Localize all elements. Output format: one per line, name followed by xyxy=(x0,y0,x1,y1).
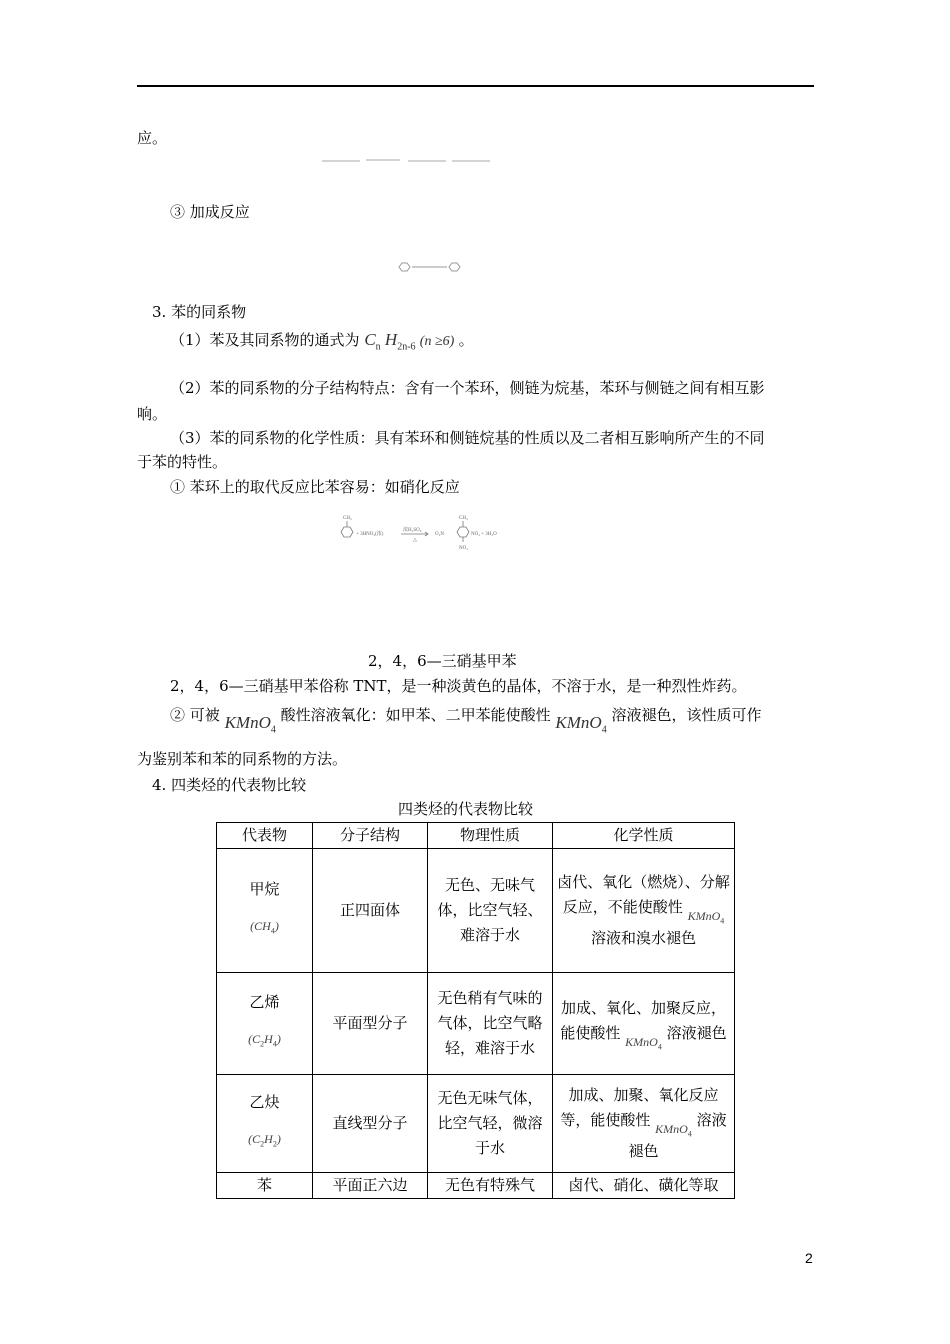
header-cell: 代表物 xyxy=(217,823,313,849)
compound-cell: 甲烷 $(CH_4)$ xyxy=(217,849,313,973)
para-continuation: 应。 xyxy=(137,129,168,147)
page-number: 2 xyxy=(805,1250,813,1266)
nitration-reaction-figure xyxy=(333,512,515,556)
table-row xyxy=(217,1075,735,1173)
compound-cell: 乙炔 $(C_2H_2)$ xyxy=(217,1075,313,1173)
heat-symbol: △ xyxy=(413,538,417,543)
product-bottom-group: NO₂ xyxy=(459,546,468,551)
general-formula-text: （1）苯及其同系物的通式为 xyxy=(170,331,360,349)
nitration-item: ① 苯环上的取代反应比苯容易：如硝化反应 xyxy=(170,478,460,496)
physical-cell: 无色、无味气体，比空气轻、难溶于水 xyxy=(428,849,553,973)
compound-cell: 乙烯 $(C_2H_4)$ xyxy=(217,973,313,1075)
header-cell: 物理性质 xyxy=(428,823,553,849)
general-formula: $C_n$ $H_{2n-6}$ (n ≥6) xyxy=(364,330,455,353)
chemical-cell: 加成、加聚、氧化反应等，能使酸性 $_{KMnO_4}$ 溶液褪色 xyxy=(553,1075,735,1173)
general-formula-line: （1）苯及其同系物的通式为 $C_n$ $H_{2n-6}$ (n ≥6) 。 xyxy=(170,330,474,353)
table-row xyxy=(217,849,735,973)
physical-cell: 无色有特殊气 xyxy=(428,1173,553,1199)
catalyst-text: 浓H₂SO₄ xyxy=(403,528,422,533)
section4-heading: 4. 四类烃的代表物比较 xyxy=(152,776,307,794)
header-rule xyxy=(137,85,814,87)
structure-feature-line1: （2）苯的同系物的分子结构特点：含有一个苯环，侧链为烷基，苯环与侧链之间有相互影 xyxy=(170,379,765,397)
section3-heading: 3. 苯的同系物 xyxy=(152,303,247,321)
oxidation-line2: 为鉴别苯和苯的同系物的方法。 xyxy=(137,750,348,768)
product-methyl: CH₃ xyxy=(459,516,468,521)
tnt-description: 2，4，6—三硝基甲苯俗称 TNT，是一种淡黄色的晶体，不溶于水，是一种烈性炸药。 xyxy=(170,677,747,695)
product-right-group: NO₂ + 3H₂O xyxy=(471,532,497,537)
structure-feature-line2: 响。 xyxy=(137,405,168,423)
chemical-property-line1: （3）苯的同系物的化学性质：具有苯环和侧链烷基的性质以及二者相互影响所产生的不同 xyxy=(170,429,765,447)
structure-cell: 平面型分子 xyxy=(313,973,428,1075)
oxidation-line: ② 可被 KMnO$_4$ 酸性溶液氧化：如甲苯、二甲苯能使酸性 KMnO$_4$ 溶液褪色，该性质可作 xyxy=(170,706,762,736)
product-left-group: O₂N xyxy=(435,532,444,537)
table-row xyxy=(217,1173,735,1199)
header-cell: 分子结构 xyxy=(313,823,428,849)
reaction-image-1 xyxy=(320,156,492,166)
physical-cell: 无色无味气体，比空气轻，微溶于水 xyxy=(428,1075,553,1173)
table-header-row xyxy=(217,823,735,849)
structure-cell: 平面正六边 xyxy=(313,1173,428,1199)
header-cell: 化学性质 xyxy=(553,823,735,849)
compound-cell: 苯 xyxy=(217,1173,313,1199)
tnt-caption: 2，4，6—三硝基甲苯 xyxy=(368,652,517,670)
chemical-cell: 卤代、氧化（燃烧）、分解反应，不能使酸性 $_{KMnO_4}$ 溶液和溴水褪色 xyxy=(553,849,735,973)
physical-cell: 无色稍有气味的气体，比空气略轻，难溶于水 xyxy=(428,973,553,1075)
reaction-image-2 xyxy=(395,261,465,273)
chemical-property-line2: 于苯的特性。 xyxy=(137,453,228,471)
structure-cell: 正四面体 xyxy=(313,849,428,973)
reactant-methyl: CH₃ xyxy=(343,516,352,521)
kmno4-formula-2: KMnO$_4$ xyxy=(555,713,607,736)
table-title: 四类烃的代表物比较 xyxy=(398,800,534,818)
kmno4-formula-1: KMnO$_4$ xyxy=(224,713,276,736)
hydrocarbon-comparison-table xyxy=(216,822,735,1199)
table-row xyxy=(217,973,735,1075)
structure-cell: 直线型分子 xyxy=(313,1075,428,1173)
item-addition-heading: ③ 加成反应 xyxy=(170,203,250,221)
reagent-text: + 3HNO₃(浓) xyxy=(356,532,384,537)
chemical-cell: 加成、氧化、加聚反应，能使酸性 $_{KMnO_4}$ 溶液褪色 xyxy=(553,973,735,1075)
chemical-cell: 卤代、硝化、磺化等取 xyxy=(553,1173,735,1199)
